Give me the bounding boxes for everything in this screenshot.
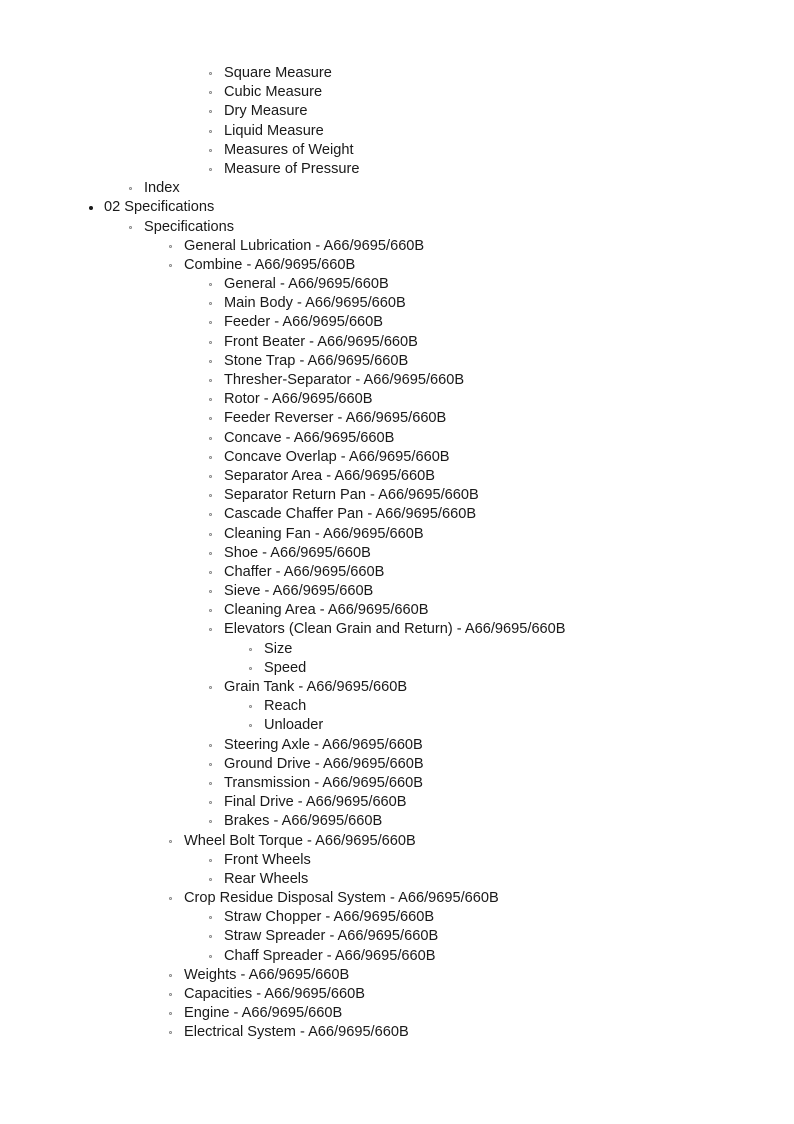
outline-item[interactable] <box>0 640 794 659</box>
outline-item[interactable] <box>0 313 794 332</box>
outline-item-label: Unloader <box>264 717 324 734</box>
outline-item-label: Rotor - A66/9695/660B <box>224 391 373 408</box>
outline-item-label: Straw Chopper - A66/9695/660B <box>224 909 435 926</box>
outline-item-label: Cleaning Fan - A66/9695/660B <box>224 525 424 542</box>
outline-item[interactable] <box>0 409 794 428</box>
outline-item-label: Final Drive - A66/9695/660B <box>224 794 407 811</box>
outline-item-label: Cleaning Area - A66/9695/660B <box>224 602 429 619</box>
outline-item[interactable] <box>0 83 794 102</box>
outline-item-label: Grain Tank - A66/9695/660B <box>224 679 408 695</box>
outline-item-label: Measures of Weight <box>224 141 354 158</box>
outline-item-label: Straw Spreader - A66/9695/660B <box>224 928 439 945</box>
outline-item[interactable] <box>0 294 794 313</box>
outline-item-label: Feeder Reverser - A66/9695/660B <box>224 410 447 427</box>
outline-item[interactable] <box>0 985 794 1004</box>
outline-item[interactable] <box>0 102 794 121</box>
outline-item-label: Speed <box>264 659 307 676</box>
outline-item-label: Capacities - A66/9695/660B <box>184 986 365 1002</box>
outline-item-label: Brakes - A66/9695/660B <box>224 813 383 830</box>
outline-item-label: Separator Return Pan - A66/9695/660B <box>224 487 479 504</box>
outline-item[interactable] <box>0 256 794 275</box>
outline-item[interactable] <box>0 563 794 582</box>
outline-item[interactable] <box>0 333 794 352</box>
outline-item[interactable] <box>0 505 794 524</box>
outline-item-label: Chaff Spreader - A66/9695/660B <box>224 947 436 964</box>
outline-item-label: Wheel Bolt Torque - A66/9695/660B <box>184 832 416 849</box>
outline-item-label: Ground Drive - A66/9695/660B <box>224 755 424 772</box>
outline-item[interactable] <box>0 390 794 409</box>
outline-item[interactable] <box>0 812 794 831</box>
outline-item[interactable] <box>0 620 794 639</box>
outline-item-label: Measure of Pressure <box>224 160 360 177</box>
outline-item-label: Transmission - A66/9695/660B <box>224 774 424 791</box>
outline-item-label: Cubic Measure <box>224 84 323 101</box>
outline-item-label: Separator Area - A66/9695/660B <box>224 467 435 484</box>
outline-item[interactable] <box>0 371 794 390</box>
outline-item-label: Size <box>264 640 293 657</box>
outline-item-label: Thresher-Separator - A66/9695/660B <box>224 372 465 388</box>
outline-item[interactable] <box>0 659 794 678</box>
outline-item[interactable] <box>0 122 794 141</box>
outline-item-label: Cascade Chaffer Pan - A66/9695/660B <box>224 506 477 523</box>
outline-item-label: Front Beater - A66/9695/660B <box>224 333 418 350</box>
outline-item[interactable] <box>0 908 794 927</box>
outline-item[interactable] <box>0 179 794 198</box>
outline-item-label: Elevators (Clean Grain and Return) - A66/9695/660B <box>224 621 566 638</box>
outline-item[interactable] <box>0 544 794 563</box>
outline-item[interactable] <box>0 870 794 889</box>
outline-item-label: Main Body - A66/9695/660B <box>224 295 406 312</box>
outline-item[interactable] <box>0 927 794 946</box>
outline-item[interactable] <box>0 947 794 966</box>
outline-item-label: Weights - A66/9695/660B <box>184 966 350 983</box>
outline-item[interactable] <box>0 774 794 793</box>
outline-item-label: Dry Measure <box>224 103 308 120</box>
outline-item[interactable] <box>0 429 794 448</box>
outline-item-label: Sieve - A66/9695/660B <box>224 583 374 600</box>
outline-item[interactable] <box>0 678 794 697</box>
outline-item-label: Square Measure <box>224 65 332 81</box>
outline-item[interactable] <box>0 64 794 83</box>
outline-item-label: Liquid Measure <box>224 122 324 139</box>
outline-item-label: Feeder - A66/9695/660B <box>224 314 384 331</box>
outline-item[interactable] <box>0 601 794 620</box>
outline-item[interactable] <box>0 352 794 371</box>
outline-item-label: General Lubrication - A66/9695/660B <box>184 237 425 254</box>
outline-item-label: Front Wheels <box>224 851 311 868</box>
outline-item[interactable] <box>0 851 794 870</box>
outline-item-label: Concave - A66/9695/660B <box>224 429 395 446</box>
outline-item-label: Crop Residue Disposal System - A66/9695/660B <box>184 890 499 907</box>
outline-item-label: Concave Overlap - A66/9695/660B <box>224 448 450 465</box>
outline-item[interactable] <box>0 218 794 237</box>
outline-item[interactable] <box>0 1004 794 1023</box>
outline-item-label: Reach <box>264 698 307 715</box>
outline-item[interactable] <box>0 832 794 851</box>
outline-item[interactable] <box>0 582 794 601</box>
outline-item-label: 02 Specifications <box>104 199 215 216</box>
outline-item[interactable] <box>0 697 794 716</box>
outline-item-label: Steering Axle - A66/9695/660B <box>224 736 423 753</box>
outline-item-label: Rear Wheels <box>224 870 309 887</box>
outline-item[interactable] <box>0 448 794 467</box>
outline-item[interactable] <box>0 736 794 755</box>
outline-item-label: Index <box>144 180 180 197</box>
outline-item[interactable] <box>0 198 794 217</box>
outline-item-label: General - A66/9695/660B <box>224 276 389 293</box>
outline-item[interactable] <box>0 793 794 812</box>
outline-item-label: Chaffer - A66/9695/660B <box>224 563 385 580</box>
outline-item[interactable] <box>0 486 794 505</box>
outline-item-label: Combine - A66/9695/660B <box>184 256 356 273</box>
outline-item-label: Stone Trap - A66/9695/660B <box>224 352 409 369</box>
outline-item[interactable] <box>0 141 794 160</box>
outline-item[interactable] <box>0 275 794 294</box>
outline-item[interactable] <box>0 966 794 985</box>
outline-item[interactable] <box>0 755 794 774</box>
outline-item[interactable] <box>0 1023 794 1042</box>
outline-item[interactable] <box>0 525 794 544</box>
outline-item-label: Specifications <box>144 218 235 235</box>
outline-item-label: Shoe - A66/9695/660B <box>224 544 371 561</box>
outline-item-label: Engine - A66/9695/660B <box>184 1005 343 1022</box>
outline-item-label: Electrical System - A66/9695/660B <box>184 1024 409 1041</box>
outline-item[interactable] <box>0 160 794 179</box>
outline-item[interactable] <box>0 237 794 256</box>
outline-item[interactable] <box>0 467 794 486</box>
outline-item[interactable] <box>0 889 794 908</box>
document-outline <box>0 64 794 1043</box>
outline-item[interactable] <box>0 716 794 735</box>
